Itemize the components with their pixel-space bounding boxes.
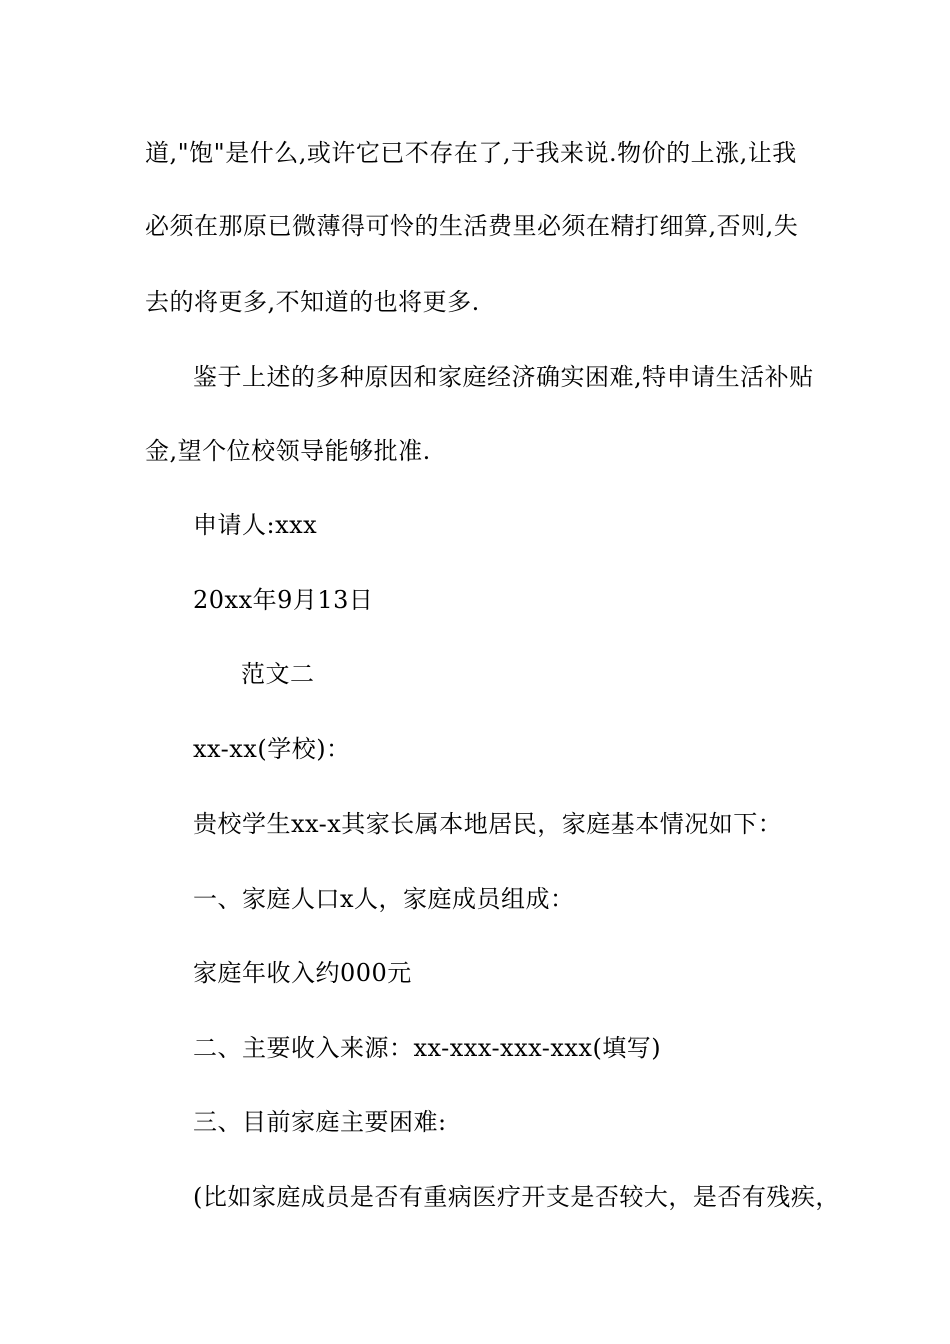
salutation-line: xx-xx(学校)： — [193, 735, 351, 763]
applicant-line: 申请人:xxx — [193, 511, 318, 539]
item-one-line: 一、家庭人口x人，家庭成员组成： — [193, 885, 575, 913]
intro-line: 贵校学生xx-x其家长属本地居民，家庭基本情况如下： — [193, 810, 783, 838]
paragraph-line-3: 去的将更多,不知道的也将更多. — [145, 288, 480, 316]
section-heading: 范文二 — [241, 660, 315, 688]
paragraph-line-5: 金,望个位校领导能够批准. — [145, 437, 431, 465]
income-line: 家庭年收入约000元 — [193, 959, 412, 987]
paragraph-line-4: 鉴于上述的多种原因和家庭经济确实困难,特申请生活补贴 — [193, 363, 814, 391]
note-line: (比如家庭成员是否有重病医疗开支是否较大，是否有残疾， — [193, 1183, 840, 1211]
item-three-line: 三、目前家庭主要困难: — [193, 1108, 447, 1136]
paragraph-line-2: 必须在那原已微薄得可怜的生活费里必须在精打细算,否则,失 — [145, 212, 799, 240]
date-line: 20xx年9月13日 — [193, 586, 374, 614]
item-two-line: 二、主要收入来源：xx-xxx-xxx-xxx(填写) — [193, 1034, 662, 1062]
paragraph-line-1: 道,"饱"是什么,或许它已不存在了,于我来说.物价的上涨,让我 — [145, 139, 797, 167]
